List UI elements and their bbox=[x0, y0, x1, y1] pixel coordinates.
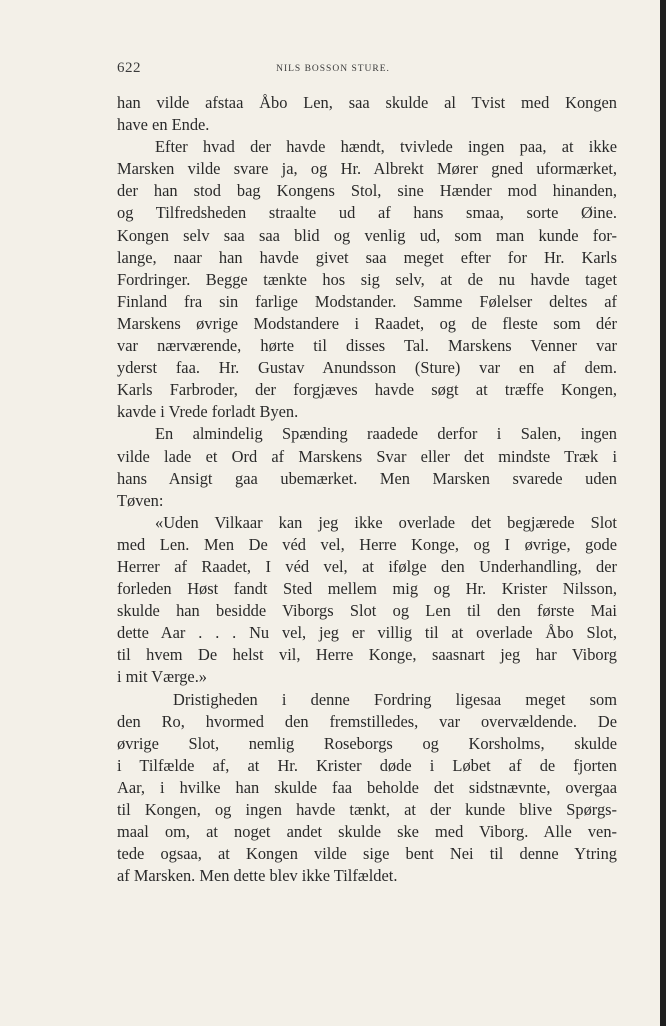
text-line: Kongen selv saa saa blid og venlig ud, som man kunde for- bbox=[117, 225, 617, 245]
text-line: kavde i Vrede forladt Byen. bbox=[117, 402, 299, 422]
text-line: lange, naar han havde givet saa meget efter for Hr. Karls bbox=[117, 247, 617, 267]
text-line: til Kongen, og ingen havde tænkt, at der kunde blive Spørgs- bbox=[117, 800, 617, 819]
text-line: med Len. Men De véd vel, Herre Konge, og I øvrige, gode bbox=[117, 534, 617, 554]
text-line: skulde han besidde Viborgs Slot og Len til den første Mai bbox=[117, 601, 617, 621]
text-line: til hvem De helst vil, Herre Konge, saasnart jeg har Viborg bbox=[117, 645, 617, 665]
text-line: i mit Værge.» bbox=[117, 667, 208, 687]
text-line: hans Ansigt gaa ubemærket. Men Marsken svarede uden bbox=[117, 468, 617, 488]
page-number: 622 bbox=[117, 60, 141, 76]
text-line: Karls Farbroder, der forgjæves havde søgt at træffe Kongen, bbox=[117, 380, 617, 400]
text-line: øvrige Slot, nemlig Roseborgs og Korsholms, skulde bbox=[117, 733, 617, 753]
text-line: der han stod bag Kongens Stol, sine Hænder mod hinanden, bbox=[117, 181, 617, 201]
text-line: Tøven: bbox=[117, 490, 164, 510]
text-line: han vilde afstaa Åbo Len, saa skulde al Tvist med Kongen bbox=[117, 93, 617, 112]
text-line: En almindelig Spænding raadede derfor i Salen, ingen bbox=[155, 424, 617, 444]
text-line: og Tilfredsheden straalte ud af hans smaa, sorte Øine. bbox=[117, 203, 617, 223]
text-line: Efter hvad der havde hændt, tvivlede ingen paa, at ikke bbox=[155, 137, 617, 157]
text-line: yderst faa. Hr. Gustav Anundsson (Sture) var en af dem. bbox=[117, 358, 617, 378]
text-line: Herrer af Raadet, I véd vel, at ifølge den Underhandling, der bbox=[117, 556, 617, 576]
text-line: vilde lade et Ord af Marskens Svar eller det mindste Træk i bbox=[117, 446, 617, 466]
text-line: Marsken vilde svare ja, og Hr. Albrekt Mører gned uformærket, bbox=[117, 159, 617, 179]
text-line: Dristigheden i denne Fordring ligesaa meget som bbox=[173, 689, 617, 709]
body-text bbox=[117, 92, 617, 887]
text-line: Fordringer. Begge tænkte hos sig selv, at de nu havde taget bbox=[117, 269, 617, 289]
page-edge bbox=[660, 0, 666, 1026]
text-line: var nærværende, hørte til disses Tal. Marskens Venner var bbox=[117, 336, 617, 356]
text-line: Aar, i hvilke han skulde faa beholde det sidstnævnte, overgaa bbox=[117, 777, 617, 797]
text-line: maal om, at noget andet skulde ske med Viborg. Alle ven- bbox=[117, 822, 617, 842]
text-line: af Marsken. Men dette blev ikke Tilfældet. bbox=[117, 866, 398, 886]
text-line: have en Ende. bbox=[117, 115, 210, 135]
text-line: den Ro, hvormed den fremstilledes, var overvældende. De bbox=[117, 711, 617, 731]
running-title: NILS BOSSON STURE. bbox=[276, 64, 390, 74]
text-line: dette Aar . . . Nu vel, jeg er villig til at overlade Åbo Slot, bbox=[117, 623, 617, 643]
text-line: forleden Høst fandt Sted mellem mig og Hr. Krister Nilsson, bbox=[117, 579, 617, 599]
text-line: Marskens øvrige Modstandere i Raadet, og de fleste som dér bbox=[117, 313, 617, 333]
text-line: Finland fra sin farlige Modstander. Samme Følelser deltes af bbox=[117, 291, 617, 311]
text-line: tede ogsaa, at Kongen vilde sige bent Nei til denne Ytring bbox=[117, 844, 617, 864]
text-line: i Tilfælde af, at Hr. Krister døde i Løbet af de fjorten bbox=[117, 755, 617, 775]
text-line: «Uden Vilkaar kan jeg ikke overlade det begjærede Slot bbox=[155, 512, 617, 532]
